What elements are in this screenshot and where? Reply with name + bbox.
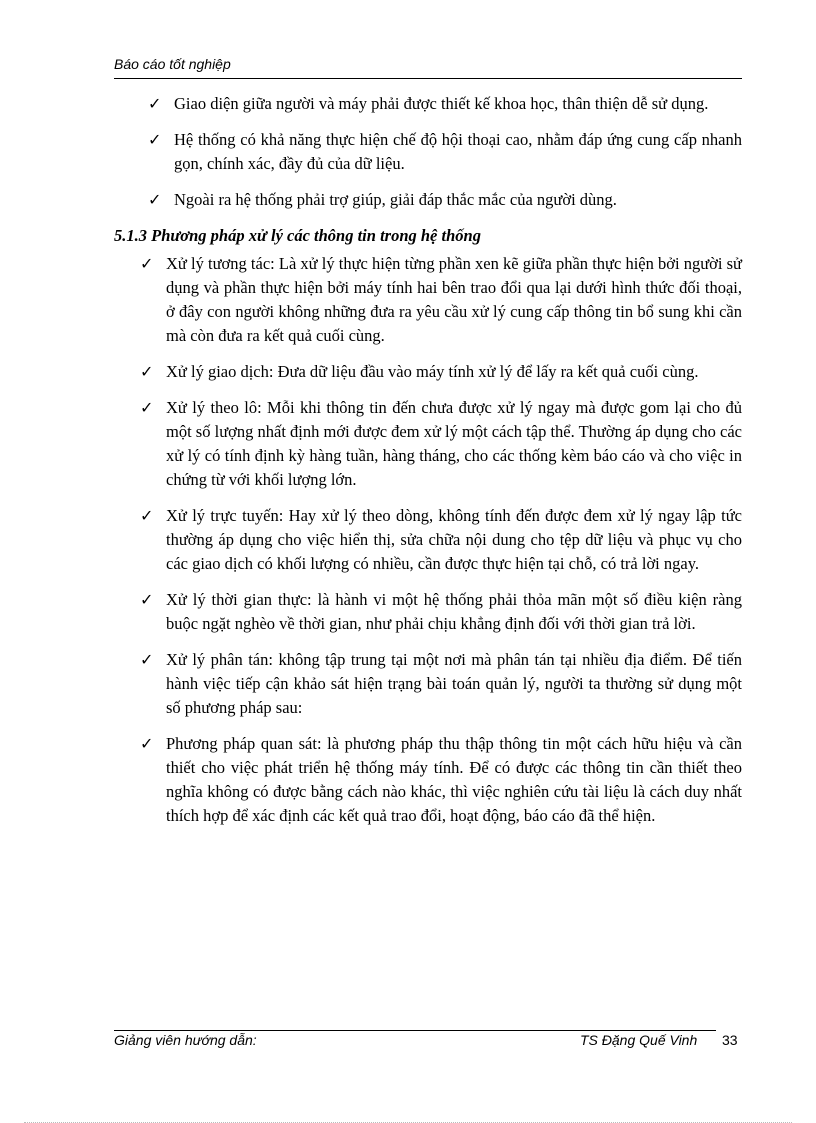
list-item-text: Giao diện giữa người và máy phải được thiết kế khoa học, thân thiện dễ sử dụng. — [174, 94, 709, 113]
list-item — [114, 128, 742, 176]
list-item — [114, 360, 742, 384]
check-icon: ✓ — [140, 650, 154, 669]
list-item-text: Xử lý trực tuyến: Hay xử lý theo dòng, không tính đến được đem xử lý ngay lập tức thường áp dụng cho việc hiển thị, sửa chữa nội dung cho tệp dữ liệu và phục vụ cho các giao dịch có khối lượng có nhiều, cần được thực hiện tại chỗ, có trả lời ngay. — [166, 506, 742, 573]
check-icon: ✓ — [140, 734, 154, 753]
list-item-text: Xử lý theo lô: Mỗi khi thông tin đến chưa được xử lý ngay mà được gom lại cho đủ một số lượng nhất định mới được đem xử lý một cách tập thể. Thường áp dụng cho các xử lý có tính định kỳ hàng tuần, hàng tháng, cho các thống kèm báo cáo và cho việc in chứng từ với khối lượng lớn. — [166, 398, 742, 489]
footer-divider — [114, 1030, 716, 1031]
header-divider — [114, 78, 742, 79]
check-icon: ✓ — [140, 506, 154, 525]
header-title: Báo cáo tốt nghiệp — [114, 56, 231, 72]
list-item-text: Xử lý thời gian thực: là hành vi một hệ thống phải thỏa mãn một số điều kiện ràng buộc ngặt nghèo về thời gian, như phải chịu khẳng định đối với thời gian trả lời. — [166, 590, 742, 633]
list-item — [114, 732, 742, 828]
footer-advisor-name: TS Đặng Quế Vinh — [580, 1032, 698, 1048]
list-item-text: Xử lý giao dịch: Đưa dữ liệu đầu vào máy tính xử lý để lấy ra kết quả cuối cùng. — [166, 362, 699, 381]
list-item — [114, 188, 742, 212]
list-item-text: Phương pháp quan sát: là phương pháp thu thập thông tin một cách hữu hiệu và cần thiết cho việc phát triển hệ thống máy tính. Để có được các thông tin cần thiết theo nghĩa không có được bằng cách nào khác, thì việc nghiên cứu tài liệu là cách duy nhất thích hợp để xác định các kết quả trao đổi, hoạt động, báo cáo đã thể hiện. — [166, 734, 742, 825]
list-item — [114, 396, 742, 492]
check-icon: ✓ — [140, 590, 154, 609]
list-item — [114, 504, 742, 576]
section-list — [114, 252, 742, 828]
list-item-text: Xử lý phân tán: không tập trung tại một nơi mà phân tán tại nhiều địa điểm. Để tiến hành việc tiếp cận khảo sát hiện trạng bài toán quản lý, người ta thường sử dụng một số phương pháp sau: — [166, 650, 742, 717]
list-item — [114, 648, 742, 720]
check-icon: ✓ — [140, 254, 154, 273]
list-item-text: Ngoài ra hệ thống phải trợ giúp, giải đáp thắc mắc của người dùng. — [174, 190, 617, 209]
section-heading: 5.1.3 Phương pháp xử lý các thông tin trong hệ thống — [114, 226, 481, 245]
page-number: 33 — [722, 1032, 738, 1048]
list-item — [114, 252, 742, 348]
check-icon: ✓ — [148, 190, 162, 209]
list-item-text: Xử lý tương tác: Là xử lý thực hiện từng phần xen kẽ giữa phần thực hiện bởi người sử dụng và phần thực hiện bởi máy tính hai bên trao đổi qua lại dưới hình thức đối thoại, ở đây con người không những đưa ra yêu cầu xử lý cung cấp thông tin bổ sung khi cần mà còn đưa ra kết quả cuối cùng. — [166, 254, 742, 345]
page-content — [114, 92, 742, 840]
list-item — [114, 92, 742, 116]
list-item-text: Hệ thống có khả năng thực hiện chế độ hội thoại cao, nhằm đáp ứng cung cấp nhanh gọn, chính xác, đầy đủ của dữ liệu. — [174, 130, 742, 173]
check-icon: ✓ — [140, 398, 154, 417]
intro-list — [114, 92, 742, 212]
list-item — [114, 588, 742, 636]
check-icon: ✓ — [148, 94, 162, 113]
check-icon: ✓ — [140, 362, 154, 381]
check-icon: ✓ — [148, 130, 162, 149]
footer-advisor-label: Giảng viên hướng dẫn: — [114, 1032, 257, 1048]
